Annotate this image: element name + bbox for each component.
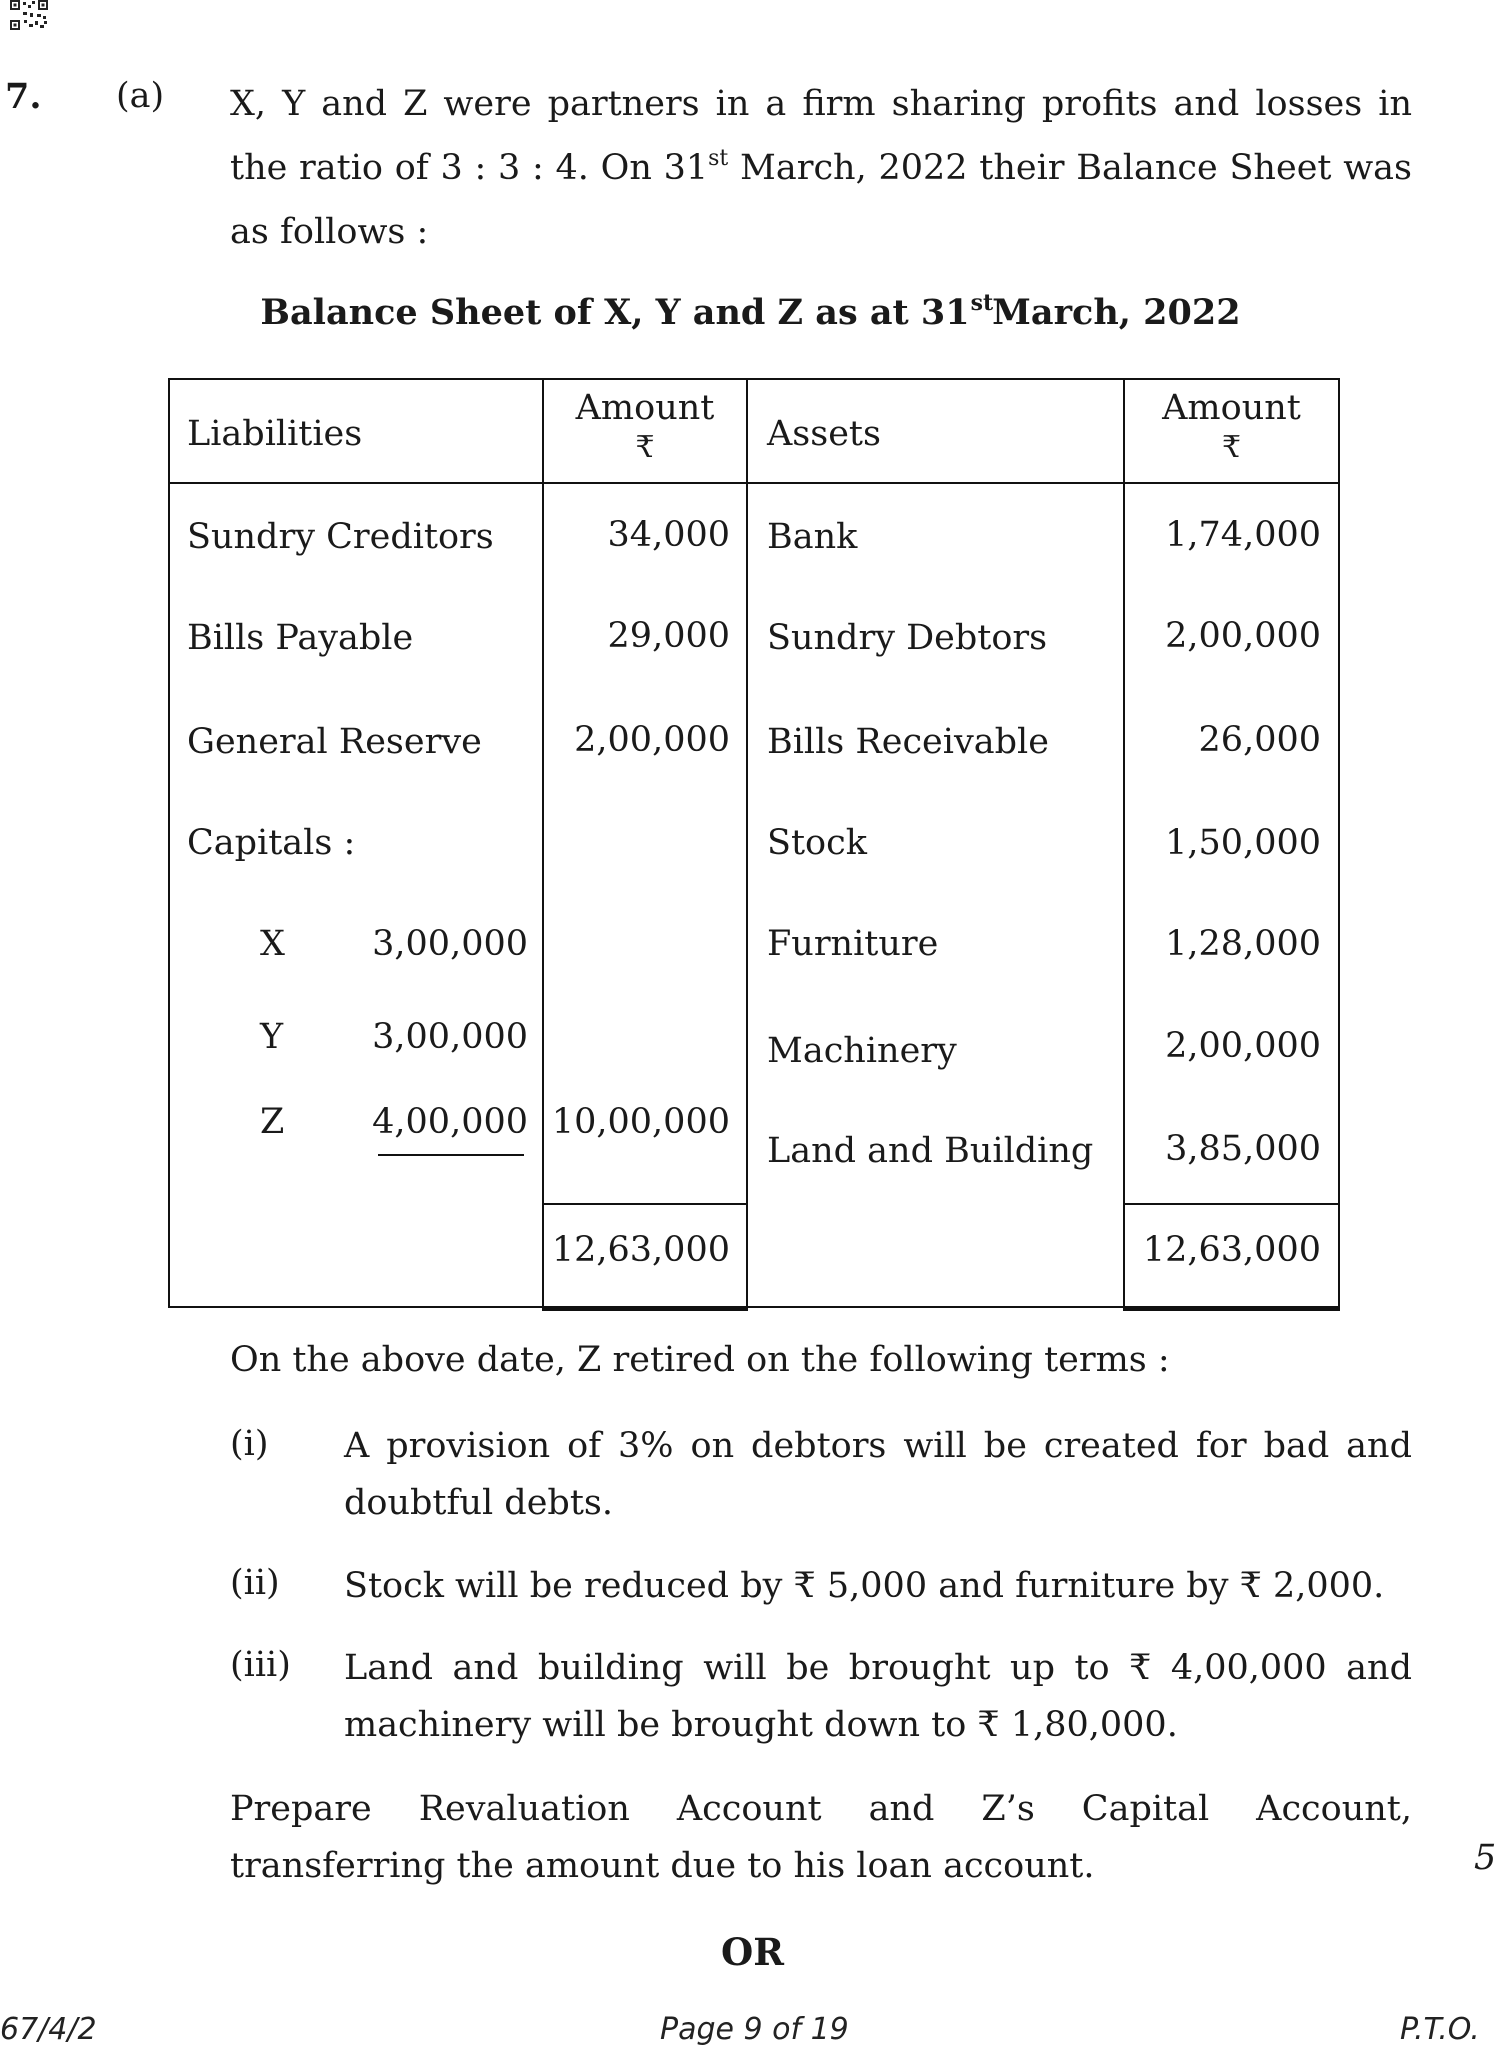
asset-label: Land and Building bbox=[767, 1131, 1094, 1171]
term-text: Land and building will be brought up to ₹ 4,00,000 and machinery will be brought down to ₹ 1,80,000. bbox=[344, 1648, 1412, 1745]
instruction-text: Prepare Revaluation Account and Z’s Capital Account, transferring the amount due to his loan account. bbox=[230, 1789, 1412, 1886]
asset-label: Sundry Debtors bbox=[767, 618, 1048, 658]
footer-page: Page 9 of 19 bbox=[660, 2012, 849, 2047]
asset-label: Furniture bbox=[767, 924, 939, 964]
balance-sheet-title: Balance Sheet of X, Y and Z as at 31stMarch, 2022 bbox=[260, 290, 1241, 333]
asset-label: Machinery bbox=[767, 1031, 957, 1071]
rupee-icon: ₹ bbox=[635, 430, 655, 465]
asset-amount: 2,00,000 bbox=[1165, 1026, 1321, 1066]
capitals-total: 10,00,000 bbox=[551, 1102, 730, 1142]
capital-amount: 3,00,000 bbox=[372, 924, 528, 964]
balance-sheet-table bbox=[168, 378, 1340, 1308]
capital-partner: X bbox=[260, 924, 285, 964]
liability-amount: 29,000 bbox=[607, 616, 730, 656]
or-separator: OR bbox=[721, 1930, 784, 1974]
total-assets: 12,63,000 bbox=[1142, 1230, 1321, 1270]
liability-label: Sundry Creditors bbox=[187, 517, 494, 557]
header-amount-liabilities: Amount bbox=[575, 388, 715, 428]
capitals-label: Capitals : bbox=[187, 823, 356, 863]
term-number: (ii) bbox=[230, 1563, 280, 1603]
asset-label: Stock bbox=[767, 823, 867, 863]
qr-code-icon bbox=[10, 0, 48, 30]
terms-intro: On the above date, Z retired on the following terms : bbox=[230, 1340, 1170, 1380]
capital-amount: 3,00,000 bbox=[372, 1017, 528, 1057]
term-text: Stock will be reduced by ₹ 5,000 and furniture by ₹ 2,000. bbox=[344, 1566, 1385, 1606]
capital-partner: Y bbox=[260, 1017, 284, 1057]
capital-partner: Z bbox=[260, 1102, 285, 1142]
liability-label: Bills Payable bbox=[187, 618, 414, 658]
term-number: (iii) bbox=[230, 1645, 291, 1685]
header-assets: Assets bbox=[767, 414, 881, 454]
capital-amount: 4,00,000 bbox=[372, 1102, 528, 1142]
asset-amount: 1,28,000 bbox=[1165, 924, 1321, 964]
asset-label: Bank bbox=[767, 517, 858, 557]
asset-amount: 1,50,000 bbox=[1165, 823, 1321, 863]
asset-amount: 26,000 bbox=[1198, 720, 1321, 760]
header-amount-assets: Amount bbox=[1162, 388, 1301, 428]
marks: 5 bbox=[1474, 1838, 1497, 1878]
liability-amount: 2,00,000 bbox=[574, 720, 730, 760]
question-part: (a) bbox=[116, 76, 165, 116]
question-number: 7. bbox=[5, 76, 42, 117]
footer-pto: P.T.O. bbox=[1400, 2012, 1480, 2047]
header-liabilities: Liabilities bbox=[187, 414, 363, 454]
asset-amount: 1,74,000 bbox=[1165, 515, 1321, 555]
asset-amount: 2,00,000 bbox=[1165, 616, 1321, 656]
term-text: A provision of 3% on debtors will be created for bad and doubtful debts. bbox=[344, 1426, 1412, 1523]
question-intro: X, Y and Z were partners in a firm sharing profits and losses in the ratio of 3 : 3 : 4. On 31st March, 2022 their Balance Sheet was as follows : bbox=[230, 84, 1412, 252]
liability-label: General Reserve bbox=[187, 722, 482, 762]
capital-underline bbox=[378, 1154, 524, 1156]
footer-code: 67/4/2 bbox=[0, 2012, 97, 2047]
total-liabilities: 12,63,000 bbox=[551, 1230, 730, 1270]
liability-amount: 34,000 bbox=[607, 515, 730, 555]
term-number: (i) bbox=[230, 1424, 269, 1464]
asset-label: Bills Receivable bbox=[767, 722, 1049, 762]
asset-amount: 3,85,000 bbox=[1165, 1129, 1321, 1169]
rupee-icon: ₹ bbox=[1221, 430, 1242, 465]
intro-superscript: st bbox=[708, 146, 729, 171]
